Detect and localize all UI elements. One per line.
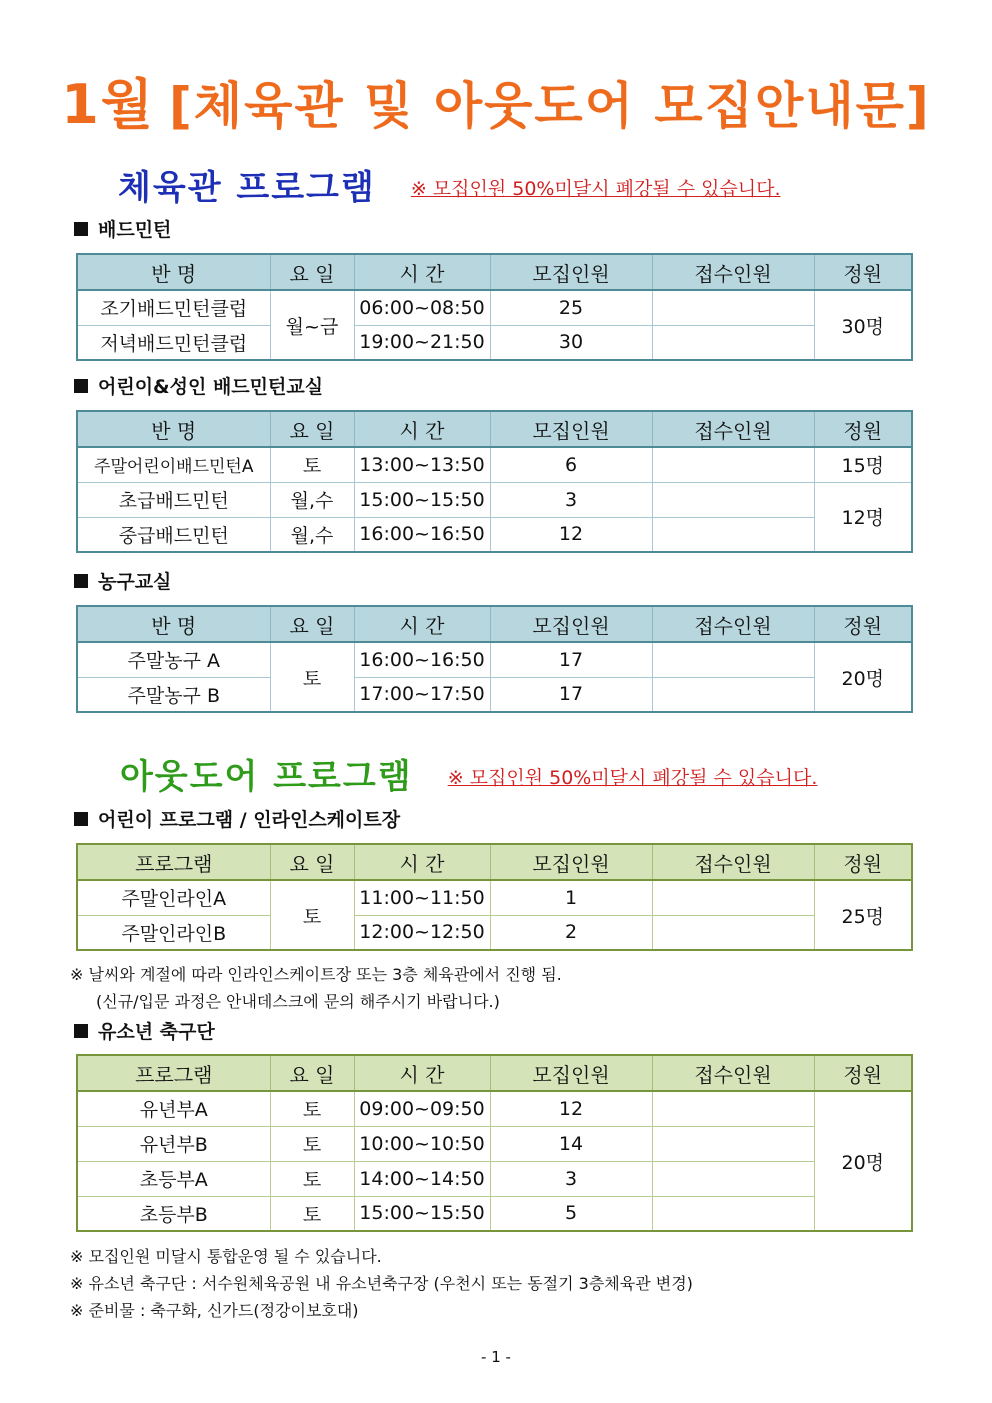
class-name: 주말어린이배드민턴A bbox=[77, 447, 270, 482]
square-bullet-icon bbox=[74, 574, 88, 588]
applied-count bbox=[652, 677, 814, 712]
soccer-note-2: ※ 유소년 축구단 : 서수원체육공원 내 유소년축구장 (우천시 또는 동절기 3층체육관 변경) bbox=[70, 1274, 693, 1293]
col-header-applied: 접수인원 bbox=[652, 1055, 814, 1091]
col-header-program: 프로그램 bbox=[77, 844, 270, 880]
program-name: 초등부A bbox=[77, 1161, 270, 1196]
badminton-heading: 배드민턴 bbox=[74, 215, 171, 242]
table-row bbox=[77, 880, 912, 915]
recruit-count: 17 bbox=[490, 642, 652, 677]
class-day: 월~금 bbox=[270, 290, 354, 360]
square-bullet-icon bbox=[74, 1024, 88, 1038]
table-row bbox=[77, 1161, 912, 1196]
col-header-capacity: 정원 bbox=[814, 1055, 912, 1091]
col-header-name: 반 명 bbox=[77, 254, 270, 290]
col-header-day: 요 일 bbox=[270, 254, 354, 290]
table-row bbox=[77, 1091, 912, 1126]
col-header-capacity: 정원 bbox=[814, 254, 912, 290]
table-row bbox=[77, 642, 912, 677]
col-header-program: 프로그램 bbox=[77, 1055, 270, 1091]
col-header-time: 시 간 bbox=[354, 411, 490, 447]
class-time: 19:00~21:50 bbox=[354, 325, 490, 360]
applied-count bbox=[652, 325, 814, 360]
col-header-day: 요 일 bbox=[270, 606, 354, 642]
applied-count bbox=[652, 290, 814, 325]
col-header-capacity: 정원 bbox=[814, 411, 912, 447]
class-time: 06:00~08:50 bbox=[354, 290, 490, 325]
recruit-count: 1 bbox=[490, 880, 652, 915]
recruit-count: 17 bbox=[490, 677, 652, 712]
program-name: 유년부B bbox=[77, 1126, 270, 1161]
col-header-time: 시 간 bbox=[354, 254, 490, 290]
outdoor-section-note: ※ 모집인원 50%미달시 폐강될 수 있습니다. bbox=[447, 767, 818, 789]
class-day: 토 bbox=[270, 447, 354, 482]
col-header-day: 요 일 bbox=[270, 411, 354, 447]
col-header-capacity: 정원 bbox=[814, 606, 912, 642]
table-row bbox=[77, 325, 912, 360]
table-row bbox=[77, 290, 912, 325]
class-name: 초급배드민턴 bbox=[77, 482, 270, 517]
class-day: 월,수 bbox=[270, 517, 354, 552]
class-name: 주말농구 B bbox=[77, 677, 270, 712]
square-bullet-icon bbox=[74, 222, 88, 236]
program-name: 유년부A bbox=[77, 1091, 270, 1126]
class-time: 16:00~16:50 bbox=[354, 517, 490, 552]
badminton-class-heading: 어린이&성인 배드민턴교실 bbox=[74, 372, 323, 399]
program-time: 15:00~15:50 bbox=[354, 1196, 490, 1231]
square-bullet-icon bbox=[74, 379, 88, 393]
capacity: 20명 bbox=[814, 1091, 912, 1231]
col-header-time: 시 간 bbox=[354, 844, 490, 880]
col-header-recruit: 모집인원 bbox=[490, 606, 652, 642]
program-name: 주말인라인A bbox=[77, 880, 270, 915]
col-header-applied: 접수인원 bbox=[652, 411, 814, 447]
recruit-count: 30 bbox=[490, 325, 652, 360]
inline-note-2: (신규/입문 과정은 안내데스크에 문의 해주시기 바랍니다.) bbox=[96, 992, 500, 1011]
program-day: 토 bbox=[270, 880, 354, 950]
capacity: 15명 bbox=[814, 447, 912, 482]
table-row bbox=[77, 677, 912, 712]
square-bullet-icon bbox=[74, 812, 88, 826]
basketball-heading: 농구교실 bbox=[74, 567, 171, 594]
gym-section-title: 체육관 프로그램 bbox=[118, 168, 376, 208]
col-header-recruit: 모집인원 bbox=[490, 1055, 652, 1091]
col-header-time: 시 간 bbox=[354, 1055, 490, 1091]
col-header-capacity: 정원 bbox=[814, 844, 912, 880]
class-time: 16:00~16:50 bbox=[354, 642, 490, 677]
soccer-note-3: ※ 준비물 : 축구화, 신가드(정강이보호대) bbox=[70, 1301, 359, 1320]
class-time: 17:00~17:50 bbox=[354, 677, 490, 712]
recruit-count: 14 bbox=[490, 1126, 652, 1161]
program-name: 주말인라인B bbox=[77, 915, 270, 950]
gym-section-note: ※ 모집인원 50%미달시 폐강될 수 있습니다. bbox=[410, 178, 781, 200]
recruit-count: 6 bbox=[490, 447, 652, 482]
title-month: 1월 bbox=[61, 73, 155, 136]
program-day: 토 bbox=[270, 1161, 354, 1196]
outdoor-section-title: 아웃도어 프로그램 bbox=[120, 757, 413, 797]
class-name: 저녁배드민턴클럽 bbox=[77, 325, 270, 360]
applied-count bbox=[652, 517, 814, 552]
class-name: 중급배드민턴 bbox=[77, 517, 270, 552]
col-header-time: 시 간 bbox=[354, 606, 490, 642]
class-name: 조기배드민턴클럽 bbox=[77, 290, 270, 325]
gym-section-header bbox=[118, 160, 781, 209]
capacity: 20명 bbox=[814, 642, 912, 712]
table-header-row bbox=[77, 254, 912, 290]
page-number: - 1 - bbox=[481, 1348, 511, 1366]
table-row bbox=[77, 447, 912, 482]
col-header-applied: 접수인원 bbox=[652, 606, 814, 642]
program-day: 토 bbox=[270, 1091, 354, 1126]
program-day: 토 bbox=[270, 1196, 354, 1231]
program-time: 11:00~11:50 bbox=[354, 880, 490, 915]
badminton-table bbox=[76, 253, 913, 361]
soccer-heading: 유소년 축구단 bbox=[74, 1017, 215, 1044]
program-time: 09:00~09:50 bbox=[354, 1091, 490, 1126]
page-title bbox=[0, 62, 992, 139]
recruit-count: 3 bbox=[490, 1161, 652, 1196]
outdoor-section-header bbox=[120, 749, 817, 798]
table-header-row bbox=[77, 606, 912, 642]
inline-table bbox=[76, 843, 913, 951]
col-header-day: 요 일 bbox=[270, 1055, 354, 1091]
program-day: 토 bbox=[270, 1126, 354, 1161]
table-row bbox=[77, 482, 912, 517]
program-time: 10:00~10:50 bbox=[354, 1126, 490, 1161]
recruit-count: 25 bbox=[490, 290, 652, 325]
soccer-table bbox=[76, 1054, 913, 1232]
applied-count bbox=[652, 1196, 814, 1231]
applied-count bbox=[652, 1161, 814, 1196]
inline-heading: 어린이 프로그램 / 인라인스케이트장 bbox=[74, 805, 400, 832]
col-header-recruit: 모집인원 bbox=[490, 254, 652, 290]
table-row bbox=[77, 1196, 912, 1231]
table-header-row bbox=[77, 844, 912, 880]
table-header-row bbox=[77, 1055, 912, 1091]
capacity: 25명 bbox=[814, 880, 912, 950]
col-header-applied: 접수인원 bbox=[652, 254, 814, 290]
badminton-class-table bbox=[76, 410, 913, 553]
class-time: 13:00~13:50 bbox=[354, 447, 490, 482]
capacity: 12명 bbox=[814, 482, 912, 552]
col-header-name: 반 명 bbox=[77, 606, 270, 642]
program-time: 14:00~14:50 bbox=[354, 1161, 490, 1196]
soccer-note-1: ※ 모집인원 미달시 통합운영 될 수 있습니다. bbox=[70, 1247, 382, 1266]
recruit-count: 12 bbox=[490, 517, 652, 552]
col-header-day: 요 일 bbox=[270, 844, 354, 880]
inline-note-1: ※ 날씨와 계절에 따라 인라인스케이트장 또는 3층 체육관에서 진행 됨. bbox=[70, 965, 562, 984]
table-header-row bbox=[77, 411, 912, 447]
col-header-recruit: 모집인원 bbox=[490, 844, 652, 880]
class-name: 주말농구 A bbox=[77, 642, 270, 677]
applied-count bbox=[652, 447, 814, 482]
basketball-table bbox=[76, 605, 913, 713]
applied-count bbox=[652, 915, 814, 950]
recruit-count: 2 bbox=[490, 915, 652, 950]
class-day: 토 bbox=[270, 642, 354, 712]
program-time: 12:00~12:50 bbox=[354, 915, 490, 950]
recruit-count: 3 bbox=[490, 482, 652, 517]
applied-count bbox=[652, 1091, 814, 1126]
applied-count bbox=[652, 1126, 814, 1161]
class-day: 월,수 bbox=[270, 482, 354, 517]
applied-count bbox=[652, 482, 814, 517]
capacity: 30명 bbox=[814, 290, 912, 360]
title-text: [체육관 및 아웃도어 모집안내문] bbox=[168, 77, 931, 135]
col-header-applied: 접수인원 bbox=[652, 844, 814, 880]
applied-count bbox=[652, 880, 814, 915]
table-row bbox=[77, 1126, 912, 1161]
recruit-count: 5 bbox=[490, 1196, 652, 1231]
col-header-recruit: 모집인원 bbox=[490, 411, 652, 447]
table-row bbox=[77, 915, 912, 950]
col-header-name: 반 명 bbox=[77, 411, 270, 447]
applied-count bbox=[652, 642, 814, 677]
class-time: 15:00~15:50 bbox=[354, 482, 490, 517]
recruit-count: 12 bbox=[490, 1091, 652, 1126]
program-name: 초등부B bbox=[77, 1196, 270, 1231]
table-row bbox=[77, 517, 912, 552]
